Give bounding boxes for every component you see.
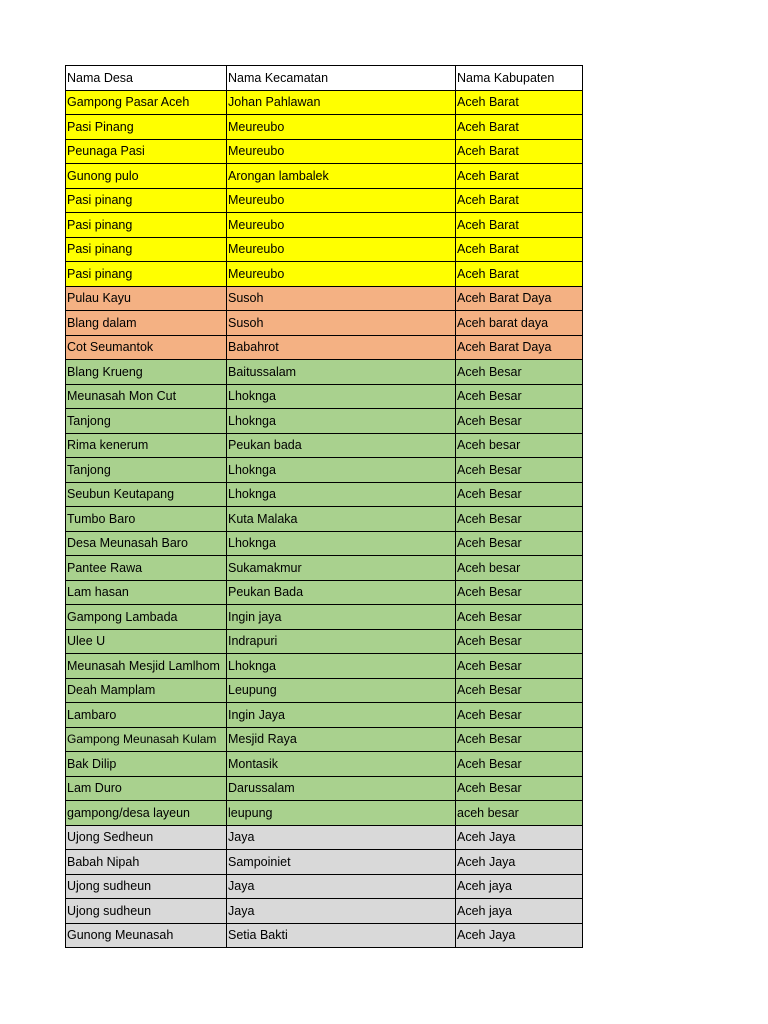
cell-nama-kabupaten[interactable]: Aceh Besar [456, 531, 583, 556]
cell-nama-kecamatan[interactable]: Kuta Malaka [227, 507, 456, 532]
cell-nama-kecamatan[interactable]: Lhoknga [227, 482, 456, 507]
header-nama-desa[interactable]: Nama Desa [66, 66, 227, 91]
cell-nama-kecamatan[interactable]: Darussalam [227, 776, 456, 801]
table-row [66, 825, 583, 850]
table-row [66, 90, 583, 115]
cell-nama-kabupaten[interactable]: Aceh Barat [456, 139, 583, 164]
cell-nama-desa[interactable]: Gampong Meunasah Kulam [66, 727, 227, 752]
cell-nama-desa[interactable]: Pulau Kayu [66, 286, 227, 311]
cell-nama-kabupaten[interactable]: Aceh besar [456, 433, 583, 458]
table-row [66, 727, 583, 752]
cell-nama-kecamatan[interactable]: Ingin Jaya [227, 703, 456, 728]
cell-nama-kabupaten[interactable]: aceh besar [456, 801, 583, 826]
cell-nama-kecamatan[interactable]: Susoh [227, 286, 456, 311]
cell-nama-kabupaten[interactable]: Aceh Besar [456, 605, 583, 630]
table-row [66, 776, 583, 801]
cell-nama-kabupaten[interactable]: Aceh Besar [456, 629, 583, 654]
cell-nama-desa[interactable]: Lambaro [66, 703, 227, 728]
cell-nama-kecamatan[interactable]: Lhoknga [227, 531, 456, 556]
cell-nama-desa[interactable]: Meunasah Mon Cut [66, 384, 227, 409]
cell-nama-desa[interactable]: Desa Meunasah Baro [66, 531, 227, 556]
cell-nama-kabupaten[interactable]: Aceh Barat [456, 115, 583, 140]
cell-nama-desa[interactable]: Pasi pinang [66, 188, 227, 213]
table-row [66, 335, 583, 360]
cell-nama-kabupaten[interactable]: Aceh Besar [456, 654, 583, 679]
cell-nama-kabupaten[interactable]: Aceh Besar [456, 482, 583, 507]
cell-nama-desa[interactable]: Bak Dilip [66, 752, 227, 777]
cell-nama-kabupaten[interactable]: Aceh Jaya [456, 825, 583, 850]
cell-nama-kabupaten[interactable]: Aceh Barat [456, 262, 583, 287]
cell-nama-kecamatan[interactable]: Babahrot [227, 335, 456, 360]
cell-nama-kecamatan[interactable]: Lhoknga [227, 654, 456, 679]
cell-nama-kecamatan[interactable]: Meureubo [227, 213, 456, 238]
cell-nama-kecamatan[interactable]: Meureubo [227, 139, 456, 164]
header-nama-kecamatan[interactable]: Nama Kecamatan [227, 66, 456, 91]
table-row [66, 384, 583, 409]
cell-nama-desa[interactable]: Gunong pulo [66, 164, 227, 189]
cell-nama-kecamatan[interactable]: Mesjid Raya [227, 727, 456, 752]
cell-nama-kabupaten[interactable]: Aceh jaya [456, 899, 583, 924]
cell-nama-kabupaten[interactable]: Aceh Barat [456, 213, 583, 238]
cell-nama-kabupaten[interactable]: Aceh Besar [456, 727, 583, 752]
cell-nama-desa[interactable]: Pasi pinang [66, 237, 227, 262]
table-row [66, 923, 583, 948]
table-row [66, 678, 583, 703]
cell-nama-kecamatan[interactable]: Peukan Bada [227, 580, 456, 605]
cell-nama-kecamatan[interactable]: Jaya [227, 899, 456, 924]
cell-nama-desa[interactable]: Cot Seumantok [66, 335, 227, 360]
table-row [66, 482, 583, 507]
table-body [66, 66, 583, 948]
cell-nama-kecamatan[interactable]: Meureubo [227, 115, 456, 140]
cell-nama-kecamatan[interactable]: Ingin jaya [227, 605, 456, 630]
cell-nama-kecamatan[interactable]: Lhoknga [227, 384, 456, 409]
table-row [66, 458, 583, 483]
cell-nama-kabupaten[interactable]: Aceh Barat [456, 237, 583, 262]
cell-nama-kecamatan[interactable]: Indrapuri [227, 629, 456, 654]
cell-nama-kabupaten[interactable]: Aceh Besar [456, 360, 583, 385]
cell-nama-kecamatan[interactable]: Jaya [227, 874, 456, 899]
table-row [66, 507, 583, 532]
table-row [66, 531, 583, 556]
village-table [65, 65, 583, 948]
cell-nama-kecamatan[interactable]: Sampoiniet [227, 850, 456, 875]
cell-nama-kecamatan[interactable]: Jaya [227, 825, 456, 850]
table-row [66, 213, 583, 238]
cell-nama-kecamatan[interactable]: Baitussalam [227, 360, 456, 385]
cell-nama-kecamatan[interactable]: Setia Bakti [227, 923, 456, 948]
cell-nama-kabupaten[interactable]: Aceh Jaya [456, 850, 583, 875]
cell-nama-desa[interactable]: gampong/desa layeun [66, 801, 227, 826]
table-row [66, 262, 583, 287]
cell-nama-desa[interactable]: Deah Mamplam [66, 678, 227, 703]
cell-nama-desa[interactable]: Tumbo Baro [66, 507, 227, 532]
table-row [66, 703, 583, 728]
cell-nama-desa[interactable]: Tanjong [66, 458, 227, 483]
cell-nama-desa[interactable]: Lam Duro [66, 776, 227, 801]
cell-nama-kecamatan[interactable]: Sukamakmur [227, 556, 456, 581]
table-row [66, 556, 583, 581]
table-row [66, 850, 583, 875]
cell-nama-desa[interactable]: Pasi pinang [66, 262, 227, 287]
cell-nama-kecamatan[interactable]: Peukan bada [227, 433, 456, 458]
header-row [66, 66, 583, 91]
cell-nama-kabupaten[interactable]: Aceh Barat [456, 188, 583, 213]
cell-nama-kabupaten[interactable]: Aceh Besar [456, 703, 583, 728]
cell-nama-kecamatan[interactable]: leupung [227, 801, 456, 826]
cell-nama-kecamatan[interactable]: Lhoknga [227, 409, 456, 434]
cell-nama-kabupaten[interactable]: Aceh Besar [456, 458, 583, 483]
cell-nama-desa[interactable]: Blang Krueng [66, 360, 227, 385]
cell-nama-desa[interactable]: Rima kenerum [66, 433, 227, 458]
table-row [66, 899, 583, 924]
cell-nama-desa[interactable]: Meunasah Mesjid Lamlhom [66, 654, 227, 679]
cell-nama-desa[interactable]: Ulee U [66, 629, 227, 654]
cell-nama-desa[interactable]: Seubun Keutapang [66, 482, 227, 507]
cell-nama-desa[interactable]: Lam hasan [66, 580, 227, 605]
table-row [66, 433, 583, 458]
table-row [66, 188, 583, 213]
cell-nama-kabupaten[interactable]: Aceh Besar [456, 678, 583, 703]
table-row [66, 237, 583, 262]
cell-nama-kecamatan[interactable]: Meureubo [227, 237, 456, 262]
table-row [66, 139, 583, 164]
table-row [66, 164, 583, 189]
cell-nama-kecamatan[interactable]: Montasik [227, 752, 456, 777]
cell-nama-desa[interactable]: Blang dalam [66, 311, 227, 336]
cell-nama-kecamatan[interactable]: Lhoknga [227, 458, 456, 483]
cell-nama-kecamatan[interactable]: Leupung [227, 678, 456, 703]
cell-nama-kecamatan[interactable]: Arongan lambalek [227, 164, 456, 189]
cell-nama-desa[interactable]: Peunaga Pasi [66, 139, 227, 164]
cell-nama-desa[interactable]: Pantee Rawa [66, 556, 227, 581]
cell-nama-kabupaten[interactable]: Aceh Besar [456, 409, 583, 434]
cell-nama-kabupaten[interactable]: Aceh Barat Daya [456, 335, 583, 360]
cell-nama-kecamatan[interactable]: Johan Pahlawan [227, 90, 456, 115]
cell-nama-kabupaten[interactable]: Aceh Besar [456, 384, 583, 409]
cell-nama-kabupaten[interactable]: Aceh Jaya [456, 923, 583, 948]
cell-nama-kabupaten[interactable]: Aceh Besar [456, 507, 583, 532]
cell-nama-desa[interactable]: Gunong Meunasah [66, 923, 227, 948]
cell-nama-kecamatan[interactable]: Meureubo [227, 188, 456, 213]
table-row [66, 360, 583, 385]
cell-nama-kabupaten[interactable]: Aceh Besar [456, 752, 583, 777]
cell-nama-desa[interactable]: Gampong Pasar Aceh [66, 90, 227, 115]
table-row [66, 311, 583, 336]
table-row [66, 409, 583, 434]
cell-nama-desa[interactable]: Gampong Lambada [66, 605, 227, 630]
cell-nama-kabupaten[interactable]: Aceh besar [456, 556, 583, 581]
cell-nama-desa[interactable]: Pasi Pinang [66, 115, 227, 140]
cell-nama-desa[interactable]: Ujong Sedheun [66, 825, 227, 850]
table-row [66, 629, 583, 654]
table-row [66, 752, 583, 777]
cell-nama-kabupaten[interactable]: Aceh barat daya [456, 311, 583, 336]
header-nama-kabupaten[interactable]: Nama Kabupaten [456, 66, 583, 91]
cell-nama-kecamatan[interactable]: Susoh [227, 311, 456, 336]
cell-nama-kabupaten[interactable]: Aceh Barat [456, 90, 583, 115]
table-row [66, 605, 583, 630]
cell-nama-kabupaten[interactable]: Aceh Barat Daya [456, 286, 583, 311]
table-row [66, 874, 583, 899]
cell-nama-desa[interactable]: Ujong sudheun [66, 899, 227, 924]
cell-nama-desa[interactable]: Babah Nipah [66, 850, 227, 875]
cell-nama-desa[interactable]: Ujong sudheun [66, 874, 227, 899]
table-row [66, 286, 583, 311]
cell-nama-kabupaten[interactable]: Aceh Besar [456, 776, 583, 801]
table-row [66, 580, 583, 605]
cell-nama-kabupaten[interactable]: Aceh Barat [456, 164, 583, 189]
cell-nama-desa[interactable]: Tanjong [66, 409, 227, 434]
cell-nama-kabupaten[interactable]: Aceh jaya [456, 874, 583, 899]
cell-nama-kabupaten[interactable]: Aceh Besar [456, 580, 583, 605]
cell-nama-kecamatan[interactable]: Meureubo [227, 262, 456, 287]
table-row [66, 115, 583, 140]
cell-nama-desa[interactable]: Pasi pinang [66, 213, 227, 238]
table-row [66, 801, 583, 826]
table-row [66, 654, 583, 679]
